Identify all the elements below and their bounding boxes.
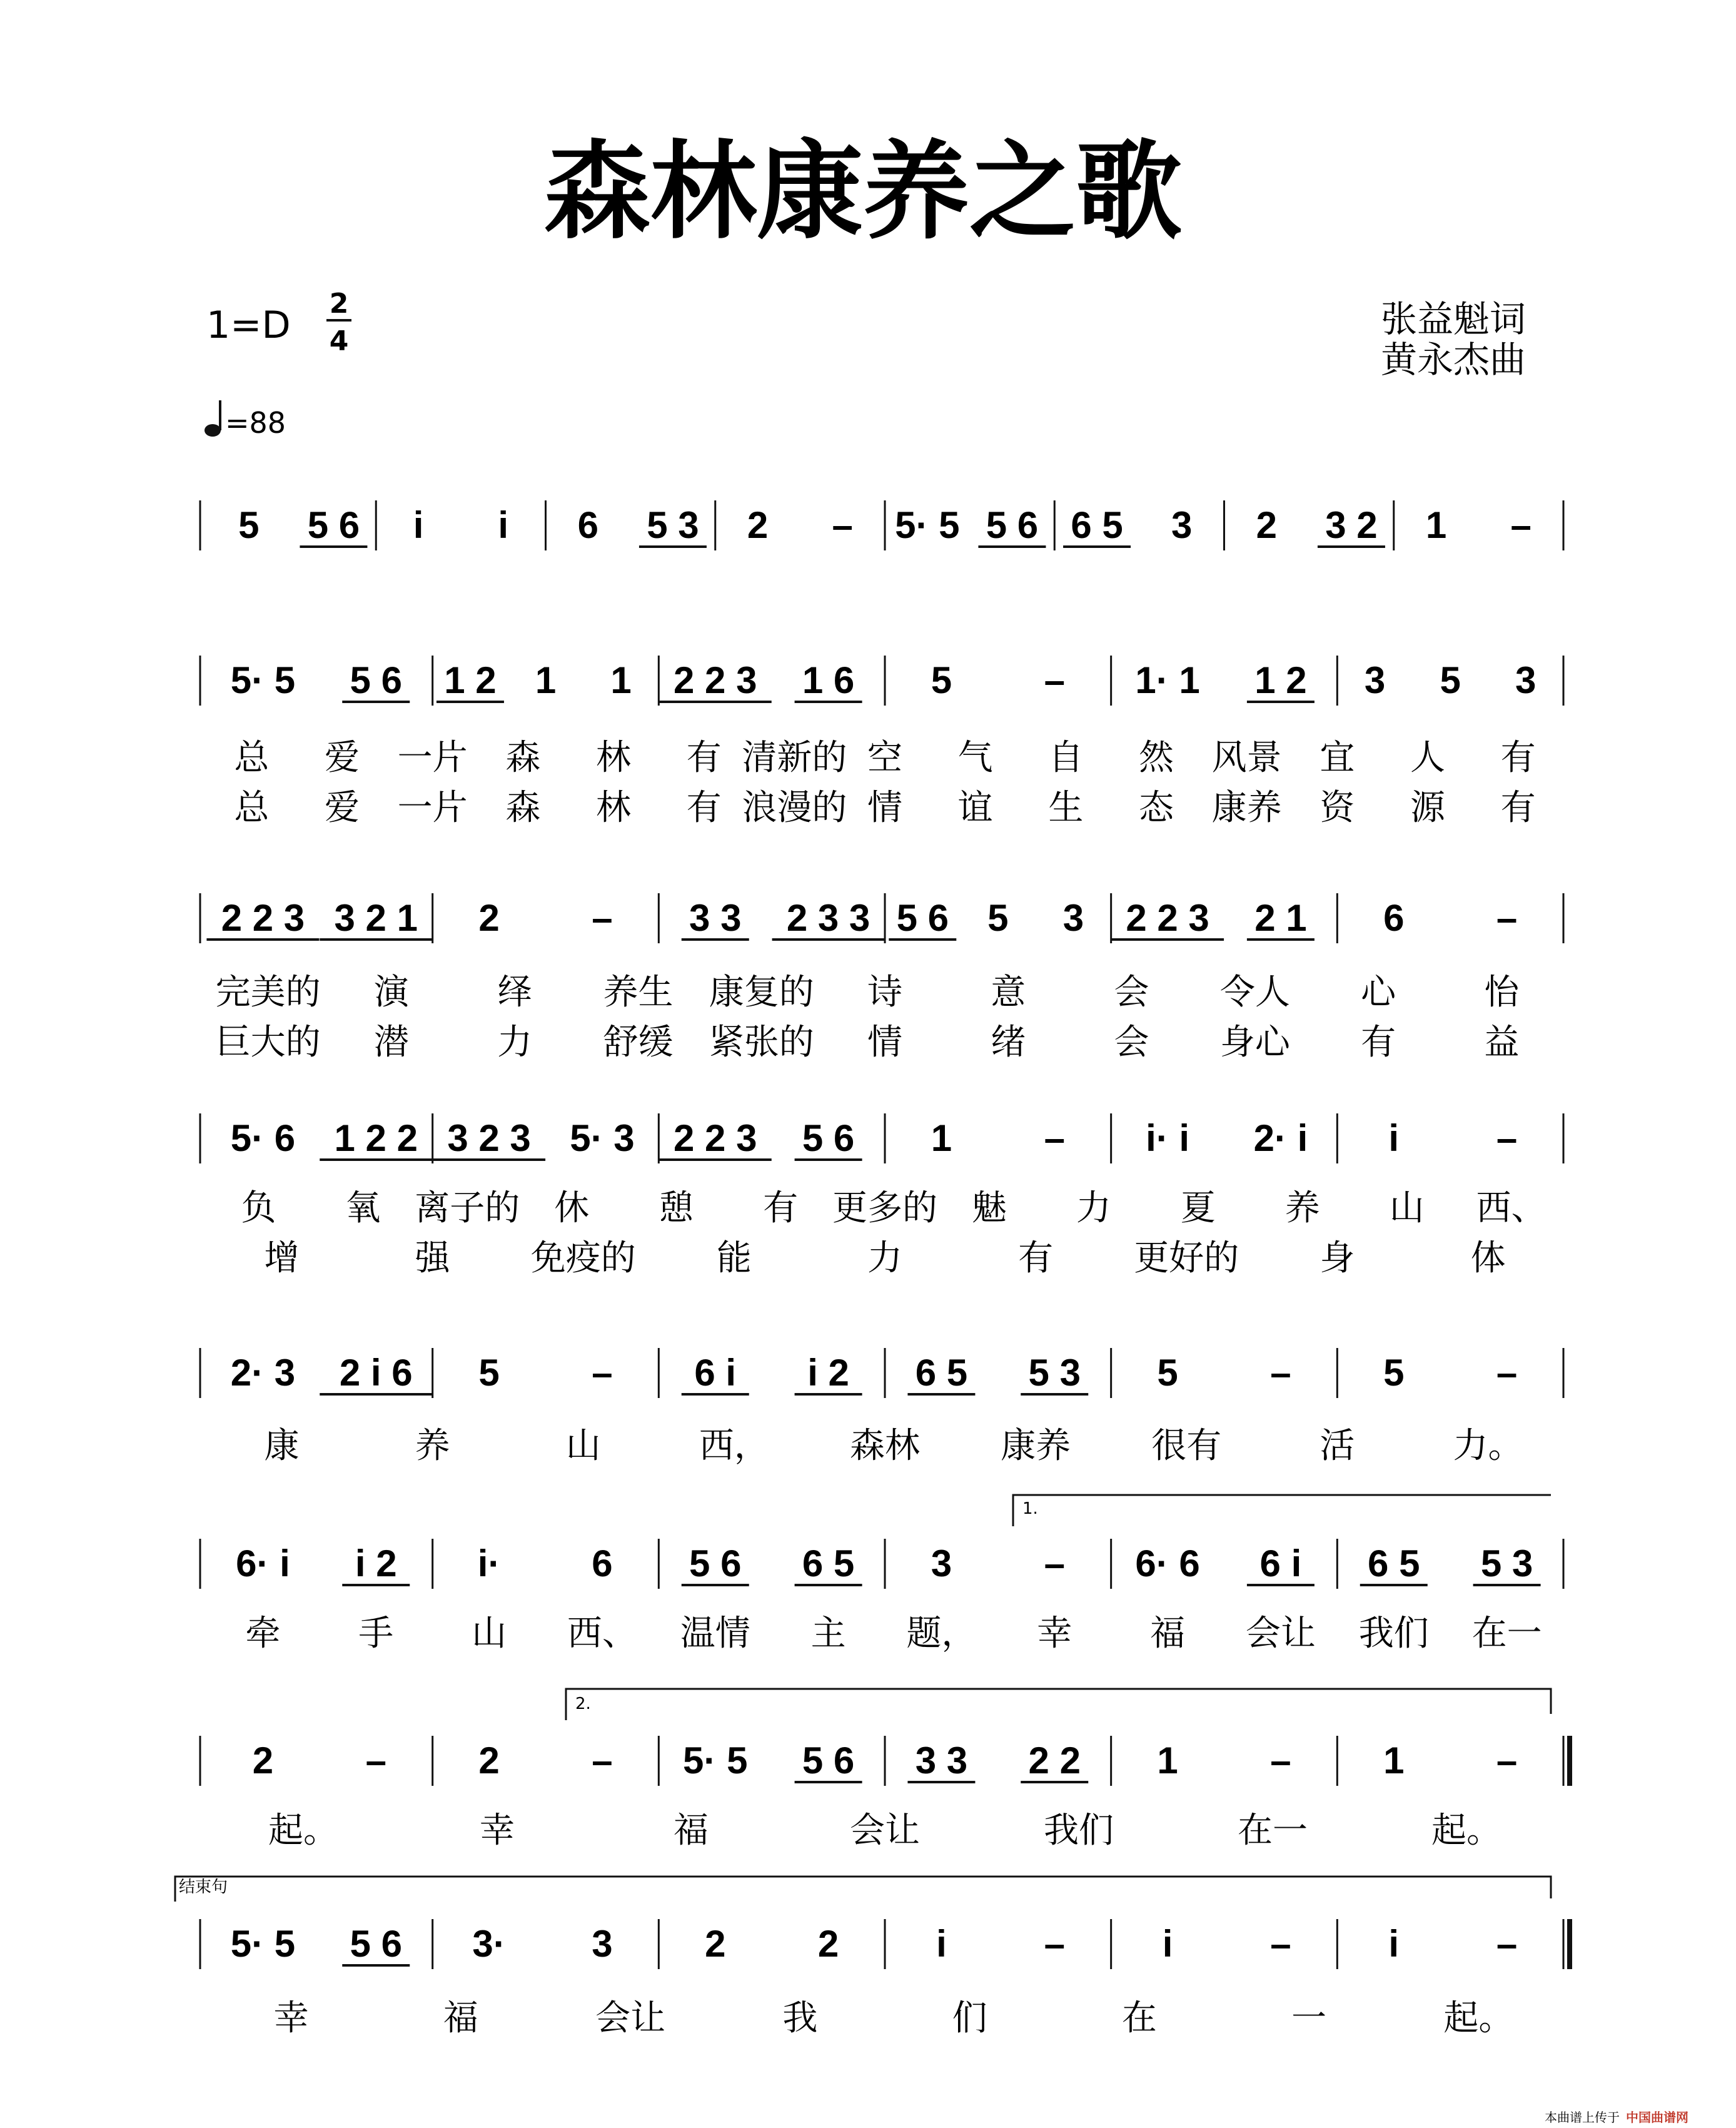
note: 5: [1157, 1352, 1178, 1394]
note: 2 2 3: [674, 1117, 757, 1159]
note: 5 3: [1028, 1352, 1081, 1394]
note: 5· 5: [683, 1740, 748, 1781]
note: –: [1496, 897, 1518, 939]
note: 3: [1515, 659, 1537, 701]
lyric-word: 力。: [1453, 1426, 1523, 1466]
lyric-word: 起。: [268, 1810, 338, 1851]
lyric-word: 有: [686, 737, 722, 778]
note: 5: [238, 504, 260, 546]
lyric-word: 在一: [1471, 1613, 1542, 1654]
note: 3·: [472, 1923, 506, 1965]
note: –: [1044, 1543, 1065, 1584]
lyric-word: 生: [1048, 788, 1084, 828]
lyric-word: 有: [1500, 788, 1536, 828]
lyric-word: 林: [596, 788, 631, 828]
lyric-word: 养: [1284, 1188, 1320, 1229]
lyric-word: 会让: [850, 1810, 920, 1851]
lyric-word: 森林: [850, 1426, 920, 1466]
note: 2 2 3: [221, 897, 305, 939]
key-signature: 1=D: [206, 303, 291, 347]
lyric-word: 力: [867, 1238, 902, 1279]
lyric-word: 幸: [273, 1998, 309, 2039]
note: 3: [1062, 897, 1084, 939]
note: 6 5: [915, 1352, 968, 1394]
note: i 2: [355, 1543, 397, 1584]
lyric-word: 一: [1291, 1998, 1327, 2039]
score-row: [200, 1348, 1563, 1466]
lyric-word: 会: [1114, 972, 1149, 1013]
lyric-word: 西，: [699, 1426, 769, 1466]
note: 5: [478, 1352, 500, 1394]
lyric-word: 谊: [957, 788, 993, 828]
note: 5: [987, 897, 1009, 939]
lyric-word: 会: [1114, 1022, 1149, 1063]
note: 5 6: [689, 1543, 742, 1584]
lyric-word: 总: [234, 737, 270, 778]
lyric-word: 意: [991, 972, 1026, 1013]
lyric-word: 绎: [497, 972, 533, 1013]
lyric-word: 完美的: [215, 972, 321, 1013]
note: –: [1496, 1740, 1518, 1781]
lyric-word: 爱: [325, 737, 360, 778]
lyric-word: 手: [358, 1613, 394, 1654]
lyric-word: 林: [596, 737, 631, 778]
note: 2: [705, 1923, 726, 1965]
note: 6· 6: [1135, 1543, 1200, 1584]
note: 3 2 1: [334, 897, 418, 939]
note: –: [592, 897, 613, 939]
note: i: [498, 504, 509, 546]
note: i· i: [1146, 1117, 1190, 1159]
lyric-word: 负: [241, 1188, 276, 1229]
note: 1: [931, 1117, 952, 1159]
lyric-word: 更好的: [1134, 1238, 1239, 1279]
note: 5: [931, 659, 952, 701]
note: –: [592, 1352, 613, 1394]
note: –: [1270, 1352, 1291, 1394]
note: –: [365, 1740, 386, 1781]
lyric-word: 福: [674, 1810, 709, 1851]
note: 3 2 3: [447, 1117, 531, 1159]
lyric-word: 心: [1361, 972, 1396, 1013]
note: 6: [1383, 897, 1405, 939]
volta-2-label: 2.: [575, 1695, 591, 1713]
score-row: [200, 656, 1563, 828]
note: –: [1044, 1923, 1065, 1965]
lyric-word: 空: [867, 737, 902, 778]
lyric-word: 更多的: [832, 1188, 937, 1229]
lyric-word: 身: [1320, 1238, 1355, 1279]
lyric-word: 康: [264, 1426, 300, 1466]
lyric-word: 一片: [397, 788, 468, 828]
lyric-word: 绪: [991, 1022, 1026, 1063]
lyric-word: 然: [1139, 737, 1174, 778]
note: 1 6: [802, 659, 855, 701]
note: 1: [610, 659, 632, 701]
note: 6 5: [802, 1543, 855, 1584]
note: 1· 1: [1135, 659, 1200, 701]
note: 2 3 3: [786, 897, 871, 939]
note: 6 i: [1259, 1543, 1302, 1584]
lyric-word: 力: [1076, 1188, 1111, 1229]
lyric-word: 山: [1389, 1188, 1425, 1229]
note: i: [1388, 1923, 1400, 1965]
lyric-word: 会让: [1245, 1613, 1316, 1654]
note: 5· 5: [230, 1923, 296, 1965]
lyric-word: 福: [1150, 1613, 1186, 1654]
volta-1-label: 1.: [1022, 1499, 1038, 1518]
note: 5 6: [896, 897, 949, 939]
note: 2 2: [1028, 1740, 1081, 1781]
lyric-word: 我们: [1044, 1810, 1114, 1851]
note: 5· 5: [895, 504, 960, 546]
ending-label: 结束句: [179, 1878, 228, 1897]
lyric-word: 强: [415, 1238, 450, 1279]
note: 3 3: [915, 1740, 968, 1781]
note: i: [413, 504, 424, 546]
note: 1: [1157, 1740, 1178, 1781]
note: –: [832, 504, 853, 546]
lyric-word: 潜: [373, 1022, 409, 1063]
score-row: [200, 500, 1563, 550]
note: 2: [252, 1740, 274, 1781]
note: 5: [1440, 659, 1461, 701]
lyric-word: 夏: [1180, 1188, 1216, 1229]
note: 1 2: [444, 659, 497, 701]
lyric-word: 力: [497, 1022, 533, 1063]
lyric-word: 康养: [1211, 788, 1282, 828]
note: 1: [535, 659, 557, 701]
lyric-word: 自: [1048, 737, 1084, 778]
lyric-word: 益: [1484, 1022, 1520, 1063]
note: i: [1162, 1923, 1173, 1965]
lyric-word: 主: [810, 1613, 846, 1654]
quarter-note-icon: [204, 400, 221, 437]
note: 2: [817, 1923, 839, 1965]
note: 1 2 2: [334, 1117, 418, 1159]
lyric-word: 诗: [867, 972, 902, 1013]
lyric-word: 气: [957, 737, 993, 778]
note: 1: [1425, 504, 1447, 546]
note: 2 i 6: [339, 1352, 413, 1394]
score-row: [200, 1736, 1570, 1851]
note: 1 2: [1254, 659, 1307, 701]
lyric-word: 清新的: [742, 737, 847, 778]
note: –: [1270, 1923, 1291, 1965]
note: –: [1270, 1740, 1291, 1781]
lyric-word: 西、: [1476, 1188, 1547, 1229]
lyric-word: 起。: [1443, 1998, 1514, 2039]
lyric-word: 们: [952, 1998, 987, 2039]
note: 5· 3: [570, 1117, 635, 1159]
note: 2: [478, 1740, 500, 1781]
note: 3 2: [1325, 504, 1378, 546]
lyric-word: 我们: [1358, 1613, 1429, 1654]
note: 3: [1171, 504, 1193, 546]
lyric-word: 演: [373, 972, 409, 1013]
note: i 2: [807, 1352, 849, 1394]
lyric-word: 一片: [397, 737, 468, 778]
note: 2 1: [1254, 897, 1307, 939]
note: 5 6: [802, 1740, 855, 1781]
score-row: [200, 1113, 1563, 1279]
note: 5 6: [350, 659, 402, 701]
lyric-word: 在: [1121, 1998, 1157, 2039]
note: –: [1496, 1352, 1518, 1394]
lyric-word: 温情: [680, 1613, 750, 1654]
note: 6· i: [236, 1543, 290, 1584]
lyric-word: 身心: [1219, 1022, 1290, 1063]
note: 6 5: [1071, 504, 1123, 546]
note: 6: [577, 504, 598, 546]
note: –: [592, 1740, 613, 1781]
note: i·: [477, 1543, 501, 1584]
note: 2 2 3: [674, 659, 757, 701]
lyric-word: 我: [782, 1998, 818, 2039]
lyric-word: 康养: [1001, 1426, 1071, 1466]
lyric-word: 养: [415, 1426, 450, 1466]
lyric-word: 憩: [659, 1188, 694, 1229]
tempo-marking: =88: [225, 406, 286, 440]
lyric-word: 西、: [567, 1613, 637, 1654]
lyric-word: 能: [716, 1238, 752, 1279]
note: 5 6: [986, 504, 1039, 546]
lyric-word: 很有: [1151, 1426, 1222, 1466]
note: i: [936, 1923, 947, 1965]
lyric-word: 紧张的: [709, 1022, 814, 1063]
lyric-word: 康复的: [709, 972, 814, 1013]
footer-site: 中国曲谱网: [1626, 2110, 1688, 2125]
time-signature-bottom: 4: [329, 325, 349, 357]
lyric-word: 体: [1470, 1238, 1506, 1279]
note: 5· 5: [230, 659, 296, 701]
lyric-word: 态: [1139, 788, 1174, 828]
note: 5 6: [802, 1117, 855, 1159]
lyric-word: 森: [505, 737, 541, 778]
note: –: [1496, 1117, 1518, 1159]
lyric-word: 舒缓: [603, 1022, 674, 1063]
volta-2-bracket: [566, 1689, 1551, 1720]
note: –: [1044, 1117, 1065, 1159]
lyric-word: 资: [1320, 788, 1355, 828]
lyric-word: 人: [1410, 737, 1445, 778]
note: 5: [1383, 1352, 1405, 1394]
lyric-word: 增: [264, 1238, 300, 1279]
lyric-word: 源: [1410, 788, 1445, 828]
lyric-word: 怡: [1484, 972, 1520, 1013]
note: 2· i: [1253, 1117, 1308, 1159]
score-rows: [175, 500, 1570, 2039]
song-title: 森林康养之歌: [543, 129, 1183, 254]
lyric-word: 幸: [480, 1810, 515, 1851]
lyric-word: 休: [554, 1188, 590, 1229]
note: 1: [1383, 1740, 1405, 1781]
lyricist: 张益魁词: [1380, 298, 1526, 340]
lyric-word: 养生: [603, 972, 674, 1013]
lyric-word: 在一: [1238, 1810, 1308, 1851]
note: 3: [1364, 659, 1386, 701]
lyric-word: 令人: [1219, 972, 1290, 1013]
lyric-word: 情: [867, 788, 902, 828]
composer: 黄永杰曲: [1380, 338, 1526, 381]
lyric-word: 有: [1500, 737, 1536, 778]
note: 2· 3: [230, 1352, 296, 1394]
note: 2: [747, 504, 769, 546]
lyric-word: 山: [472, 1613, 507, 1654]
lyric-word: 浪漫的: [742, 788, 847, 828]
lyric-word: 活: [1320, 1426, 1355, 1466]
lyric-word: 巨大的: [215, 1022, 321, 1063]
note: –: [1496, 1923, 1518, 1965]
note: 5 6: [350, 1923, 402, 1965]
lyric-word: 幸: [1037, 1613, 1072, 1654]
lyric-word: 有: [763, 1188, 799, 1229]
lyric-word: 爱: [325, 788, 360, 828]
time-signature-top: 2: [329, 288, 349, 320]
lyric-word: 福: [443, 1998, 478, 2039]
score-row: [200, 1919, 1570, 2039]
volta-1-bracket: [1013, 1495, 1551, 1526]
note: 5 3: [647, 504, 699, 546]
note: 2: [478, 897, 500, 939]
note: 2 2 3: [1126, 897, 1209, 939]
note: 6 i: [694, 1352, 737, 1394]
note: 5 6: [307, 504, 360, 546]
lyric-word: 免疫的: [530, 1238, 636, 1279]
note: 5 3: [1480, 1543, 1533, 1584]
lyric-word: 情: [867, 1022, 902, 1063]
lyric-word: 森: [505, 788, 541, 828]
note: 3: [931, 1543, 952, 1584]
lyric-word: 会让: [595, 1998, 666, 2039]
lyric-word: 有: [1361, 1022, 1396, 1063]
note: 2: [1256, 504, 1277, 546]
lyric-word: 氧: [345, 1188, 381, 1229]
lyric-word: 起。: [1431, 1810, 1501, 1851]
lyric-word: 风景: [1211, 737, 1282, 778]
lyric-word: 魅: [971, 1188, 1007, 1229]
note: i: [1388, 1117, 1400, 1159]
lyric-word: 有: [1018, 1238, 1054, 1279]
note: –: [1044, 659, 1065, 701]
note: 3 3: [689, 897, 742, 939]
note: –: [1510, 504, 1532, 546]
lyric-word: 题，: [906, 1613, 977, 1654]
note: 6: [592, 1543, 613, 1584]
footer-text: 本曲谱上传于: [1545, 2110, 1620, 2125]
ending-bracket: [175, 1877, 1551, 1902]
lyric-word: 总: [234, 788, 270, 828]
lyric-word: 离子的: [415, 1188, 520, 1229]
note: 3: [592, 1923, 613, 1965]
score-row: [200, 893, 1563, 1063]
lyric-word: 牵: [245, 1613, 281, 1654]
note: 6 5: [1368, 1543, 1420, 1584]
note: 5· 6: [230, 1117, 296, 1159]
lyric-word: 宜: [1320, 737, 1355, 778]
lyric-word: 山: [565, 1426, 601, 1466]
score-row: [200, 1539, 1563, 1654]
lyric-word: 有: [686, 788, 722, 828]
